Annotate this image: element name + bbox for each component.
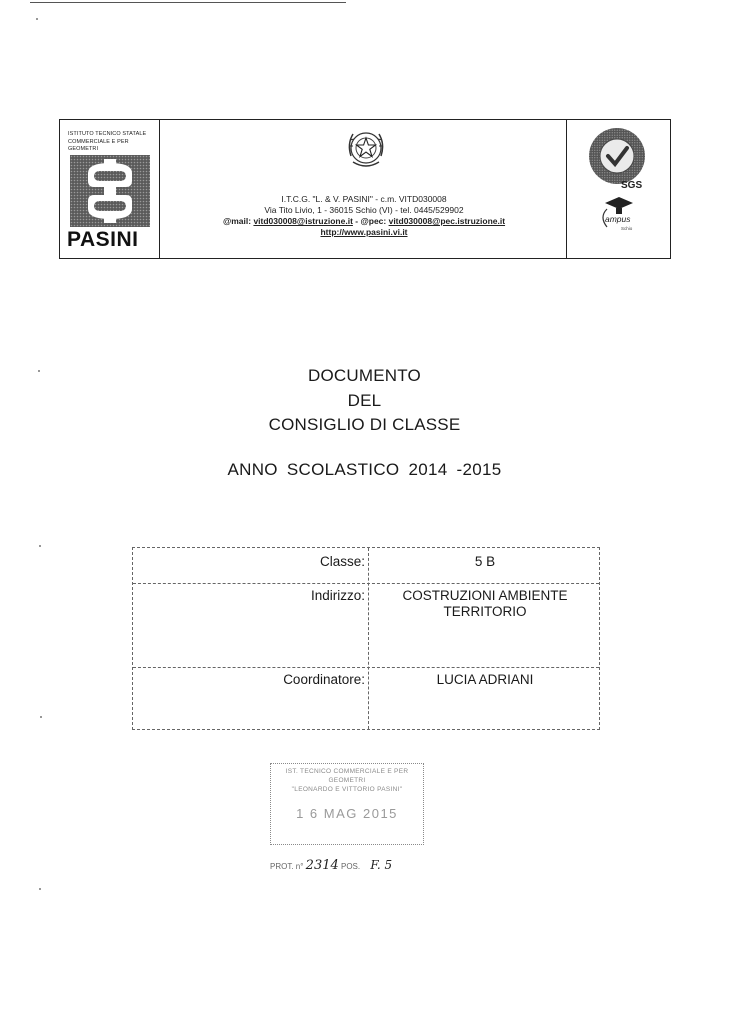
campus-label: ampus: [605, 214, 631, 224]
scan-speck: [39, 545, 41, 547]
indirizzo-label: Indirizzo:: [310, 588, 365, 603]
school-year-heading: ANNO SCOLASTICO 2014 -2015: [227, 460, 502, 479]
scan-edge-line: [30, 2, 346, 3]
protocol-stamp: [270, 763, 424, 845]
campus-logo-icon: [597, 195, 641, 235]
certification-box: [566, 120, 670, 258]
italian-republic-emblem-icon: [345, 126, 387, 172]
campus-sub-label: Schio: [621, 226, 633, 231]
sgs-label: SGS: [621, 180, 643, 191]
school-header: [59, 119, 671, 259]
protocol-number: 2314: [305, 858, 339, 873]
email-prefix: @mail:: [222, 216, 254, 226]
pec-link[interactable]: vitd030008@pec.istruzione.it: [388, 216, 506, 226]
class-info-table: [132, 547, 600, 730]
stamp-header-line: "LEONARDO E VITTORIO PASINI": [291, 786, 403, 793]
protocol-number-line: [270, 858, 440, 873]
coordinatore-value: LUCIA ADRIANI: [436, 672, 534, 687]
table-row-divider: [133, 667, 599, 668]
logo-caption-line: COMMERCIALE E PER GEOMETRI: [68, 138, 129, 152]
logo-caption: [68, 131, 156, 154]
website-line: [160, 227, 568, 238]
table-column-divider: [368, 548, 369, 729]
stamp-header-line: IST. TECNICO COMMERCIALE E PER GEOMETRI: [285, 768, 409, 784]
stamp-date: 1 6 MAG 2015: [296, 806, 398, 821]
indirizzo-value-line: TERRITORIO: [443, 604, 527, 619]
position-label: POS.: [341, 862, 361, 871]
document-title-line: CONSIGLIO DI CLASSE: [268, 415, 461, 434]
school-logo-box: [60, 120, 160, 258]
logo-brand-text: PASINI: [67, 228, 139, 251]
logo-caption-line: ISTITUTO TECNICO STATALE: [68, 131, 147, 137]
document-title: DOCUMENTO: [308, 366, 421, 385]
position-value: F. 5: [370, 858, 393, 872]
email-link[interactable]: vitd030008@istruzione.it: [253, 216, 353, 226]
pasini-logo-icon: [70, 155, 150, 227]
stamp-header: [273, 767, 421, 794]
scan-speck: [40, 716, 42, 718]
website-link[interactable]: http://www.pasini.vi.it: [320, 227, 408, 237]
school-address-block: [160, 120, 568, 258]
scan-speck: [39, 888, 41, 890]
classe-label: Classe:: [319, 554, 365, 569]
table-row-divider: [133, 583, 599, 584]
pec-prefix: - @pec:: [352, 216, 389, 226]
indirizzo-value: COSTRUZIONI AMBIENTE: [402, 588, 568, 603]
sgs-certification-badge-icon: [581, 124, 657, 194]
protocol-label: PROT. n°: [270, 862, 304, 871]
scan-speck: [36, 18, 38, 20]
address-line: Via Tito Livio, 1 - 36015 Schio (VI) - tel. 0445/529902: [264, 205, 464, 215]
address-line: I.T.C.G. "L. & V. PASINI" - c.m. VITD030008: [281, 194, 447, 204]
document-title-line: DEL: [347, 391, 382, 410]
classe-value: 5 B: [474, 554, 496, 569]
contact-line: [160, 216, 568, 227]
coordinatore-label: Coordinatore:: [283, 672, 365, 687]
